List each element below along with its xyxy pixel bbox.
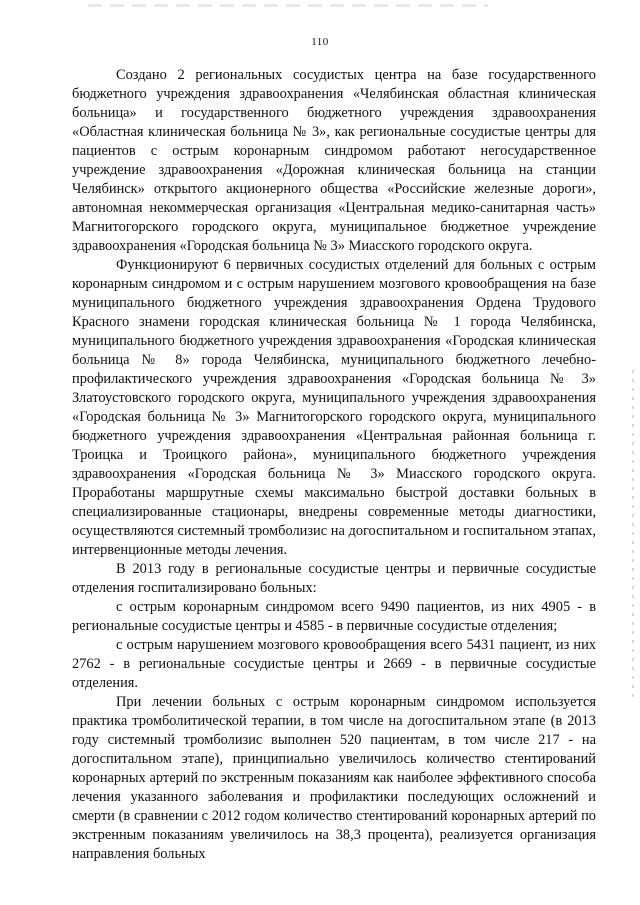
paragraph-stroke-stats: с острым нарушением мозгового кровообращения всего 5431 пациент, из них 2762 - в региональные сосудистые центры и 2669 - в первичные сосудистые отделения. — [72, 637, 596, 691]
paragraph-hospitalization-intro: В 2013 году в региональные сосудистые центры и первичные сосудистые отделения госпитализировано больных: — [72, 561, 596, 596]
document-body — [72, 66, 596, 864]
page-number: 110 — [311, 36, 329, 48]
paragraph-treatment: При лечении больных с острым коронарным синдромом используется практика тромболитической терапии, в том числе на догоспитальном этапе (в 2013 году системный тромболизис выполнен 520 пациентам, в том числе 217 - на догоспитальном этапе), принципиально увеличилось количество стентирований коронарных артерий по экстренным показаниям как наиболее эффективного способа лечения указанного заболевания и профилактики последующих осложнений и смерти (в сравнении с 2012 годом количество стентирований коронарных артерий по экстренным показаниям увеличилось на 38,3 процента), реализуется организация направления больных — [72, 694, 596, 862]
scan-edge-artifact — [632, 370, 634, 700]
paragraph-primary-departments: Функционируют 6 первичных сосудистых отделений для больных с острым коронарным синдромом и с острым нарушением мозгового кровообращения на базе муниципального бюджетного учреждения здравоохранения Ордена Трудового Красного знамени городская клиническая больница № 1 города Челябинска, муниципального бюджетного учреждения здравоохранения «Городская клиническая больница № 8» города Челябинска, муниципального бюджетного лечебно-профилактического учреждения здравоохранения «Городская больница № 3» Златоустовского городского округа, муниципального учреждения здравоохранения «Городская больница № 3» Магнитогорского городского округа, муниципального бюджетного учреждения здравоохранения «Центральная районная больница г. Троицка и Троицкого района», муниципального бюджетного учреждения здравоохранения «Городская больница № 3» Миасского городского округа. Проработаны маршрутные схемы максимально быстрой доставки больных в специализированные стационары, внедрены современные методы диагностики, осуществляются системный тромболизис на догоспитальном и госпитальном этапах, интервенционные методы лечения. — [72, 257, 596, 558]
paragraph-coronary-stats: с острым коронарным синдромом всего 9490 пациентов, из них 4905 - в региональные сосудистые центры и 4585 - в первичные сосудистые отделения; — [72, 599, 596, 634]
scan-header-artifact — [88, 4, 488, 7]
paragraph-vascular-centers: Создано 2 региональных сосудистых центра на базе государственного бюджетного учреждения здравоохранения «Челябинская областная клиническая больница» и государственного бюджетного учреждения здравоохранения «Областная клиническая больница № 3», как региональные сосудистые центры для пациентов с острым коронарным синдромом работают негосударственное учреждение здравоохранения «Дорожная клиническая больница на станции Челябинск» открытого акционерного общества «Российские железные дороги», автономная некоммерческая организация «Центральная медико-санитарная часть» Магнитогорского городского округа, муниципальное бюджетное учреждение здравоохранения «Городская больница № 3» Миасского городского округа. — [72, 67, 596, 254]
